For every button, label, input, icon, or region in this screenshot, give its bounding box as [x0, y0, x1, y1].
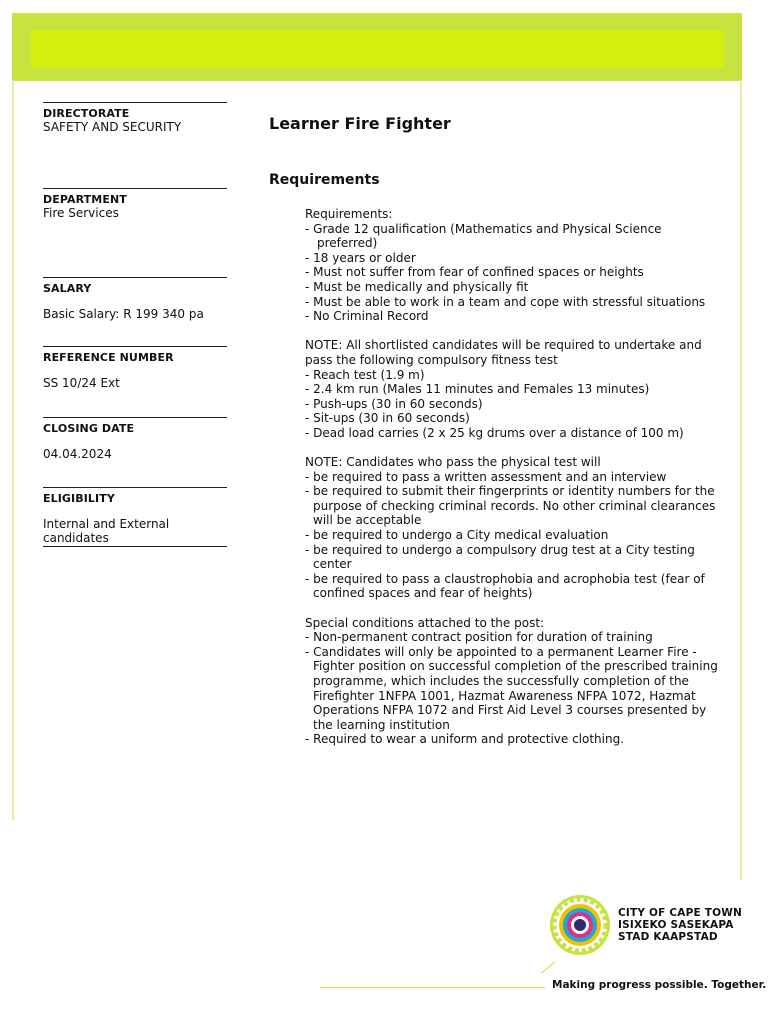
text-line: - Push-ups (30 in 60 seconds) — [305, 396, 483, 411]
sidebar-heading: DEPARTMENT — [43, 193, 127, 206]
text-line: - Must be medically and physically fit — [305, 279, 529, 294]
text-line: center — [313, 557, 352, 572]
city-name-line: STAD KAAPSTAD — [618, 931, 718, 943]
text-line: pass the following compulsory fitness test — [305, 352, 558, 367]
text-line: - Grade 12 qualification (Mathematics and Physical Science — [305, 221, 662, 236]
header-band-inner — [31, 30, 724, 68]
divider — [43, 417, 227, 418]
text-line: - Reach test (1.9 m) — [305, 367, 425, 382]
city-name-line: CITY OF CAPE TOWN — [618, 907, 743, 919]
text-line: - be required to submit their fingerprints or identity numbers for the — [305, 484, 715, 499]
text-line: purpose of checking criminal records. No other criminal clearances — [313, 498, 716, 513]
sidebar-value: Basic Salary: R 199 340 pa — [43, 307, 204, 321]
text-line: will be acceptable — [313, 513, 422, 528]
city-name-line: ISIXEKO SASEKAPA — [618, 919, 734, 931]
sidebar-value-line: candidates — [43, 531, 109, 545]
sidebar-eligibility — [43, 487, 227, 547]
footer-line — [320, 987, 545, 988]
text-line: programme, which includes the successfully completion of the — [313, 674, 689, 688]
text-line: - be required to undergo a City medical evaluation — [305, 528, 609, 543]
text-line: - No Criminal Record — [305, 309, 429, 324]
divider — [43, 188, 227, 189]
text-line: Fighter position on successful completion of the prescribed training — [313, 659, 718, 674]
page-border-left — [12, 80, 14, 820]
sidebar-heading: DIRECTORATE — [43, 107, 130, 120]
physical-test-note — [305, 455, 735, 601]
text-line: - Must be able to work in a team and cope with stressful situations — [305, 294, 706, 309]
requirements-body — [305, 207, 735, 747]
text-line: - Dead load carries (2 x 25 kg drums over a distance of 100 m) — [305, 425, 684, 440]
text-line: - Candidates will only be appointed to a permanent Learner Fire - — [305, 644, 697, 659]
divider — [43, 102, 227, 103]
text-line: - Required to wear a uniform and protective clothing. — [305, 732, 625, 747]
text-line: - 2.4 km run (Males 11 minutes and Females 13 minutes) — [305, 382, 650, 397]
fitness-test-list — [305, 338, 735, 440]
section-heading: Requirements — [269, 172, 380, 188]
divider — [43, 277, 227, 278]
text-line: - be required to pass a written assessment and an interview — [305, 469, 667, 484]
text-line: Requirements: — [305, 207, 393, 221]
page-border-right — [740, 80, 742, 880]
text-line: - be required to pass a claustrophobia and acrophobia test (fear of — [305, 571, 705, 586]
sidebar-directorate — [43, 102, 227, 134]
sidebar-salary — [43, 277, 227, 321]
sidebar-department — [43, 188, 227, 220]
requirements-list — [305, 207, 735, 324]
sidebar-value: 04.04.2024 — [43, 447, 112, 461]
divider — [43, 346, 227, 347]
sidebar-heading: CLOSING DATE — [43, 422, 135, 435]
footer-line-diagonal — [541, 962, 555, 974]
sidebar-value: SAFETY AND SECURITY — [43, 120, 182, 134]
sidebar-value — [43, 517, 227, 545]
city-name-block — [618, 907, 742, 943]
sidebar-value: Fire Services — [43, 206, 119, 220]
divider — [43, 546, 227, 547]
sidebar-value-line: Internal and External — [43, 517, 170, 531]
text-line: - Must not suffer from fear of confined spaces or heights — [305, 265, 644, 280]
text-line: Firefighter 1NFPA 1001, Hazmat Awareness NFPA 1072, Hazmat — [313, 688, 696, 703]
text-line: confined spaces and fear of heights) — [313, 586, 533, 601]
text-line: NOTE: All shortlisted candidates will be required to undertake and — [305, 338, 702, 353]
text-line: Operations NFPA 1072 and First Aid Level 3 courses presented by — [313, 703, 707, 718]
text-line: preferred) — [317, 236, 378, 251]
text-line: - be required to undergo a compulsory drug test at a City testing — [305, 542, 695, 557]
text-line: the learning institution — [313, 717, 450, 732]
divider — [43, 487, 227, 488]
text-line: Special conditions attached to the post: — [305, 615, 545, 630]
text-line: - 18 years or older — [305, 250, 416, 265]
sidebar-reference — [43, 346, 227, 390]
page-title: Learner Fire Fighter — [269, 114, 451, 133]
sidebar-heading: SALARY — [43, 282, 92, 295]
text-line: NOTE: Candidates who pass the physical test will — [305, 455, 601, 470]
sidebar-heading: ELIGIBILITY — [43, 492, 115, 505]
text-line: - Sit-ups (30 in 60 seconds) — [305, 411, 470, 426]
text-line: - Non-permanent contract position for duration of training — [305, 630, 653, 645]
sidebar-heading: REFERENCE NUMBER — [43, 351, 174, 364]
tagline: Making progress possible. Together. — [552, 979, 767, 991]
special-conditions — [305, 616, 735, 747]
sidebar-value: SS 10/24 Ext — [43, 376, 120, 390]
city-emblem-icon — [549, 894, 611, 956]
sidebar-closing-date — [43, 417, 227, 461]
